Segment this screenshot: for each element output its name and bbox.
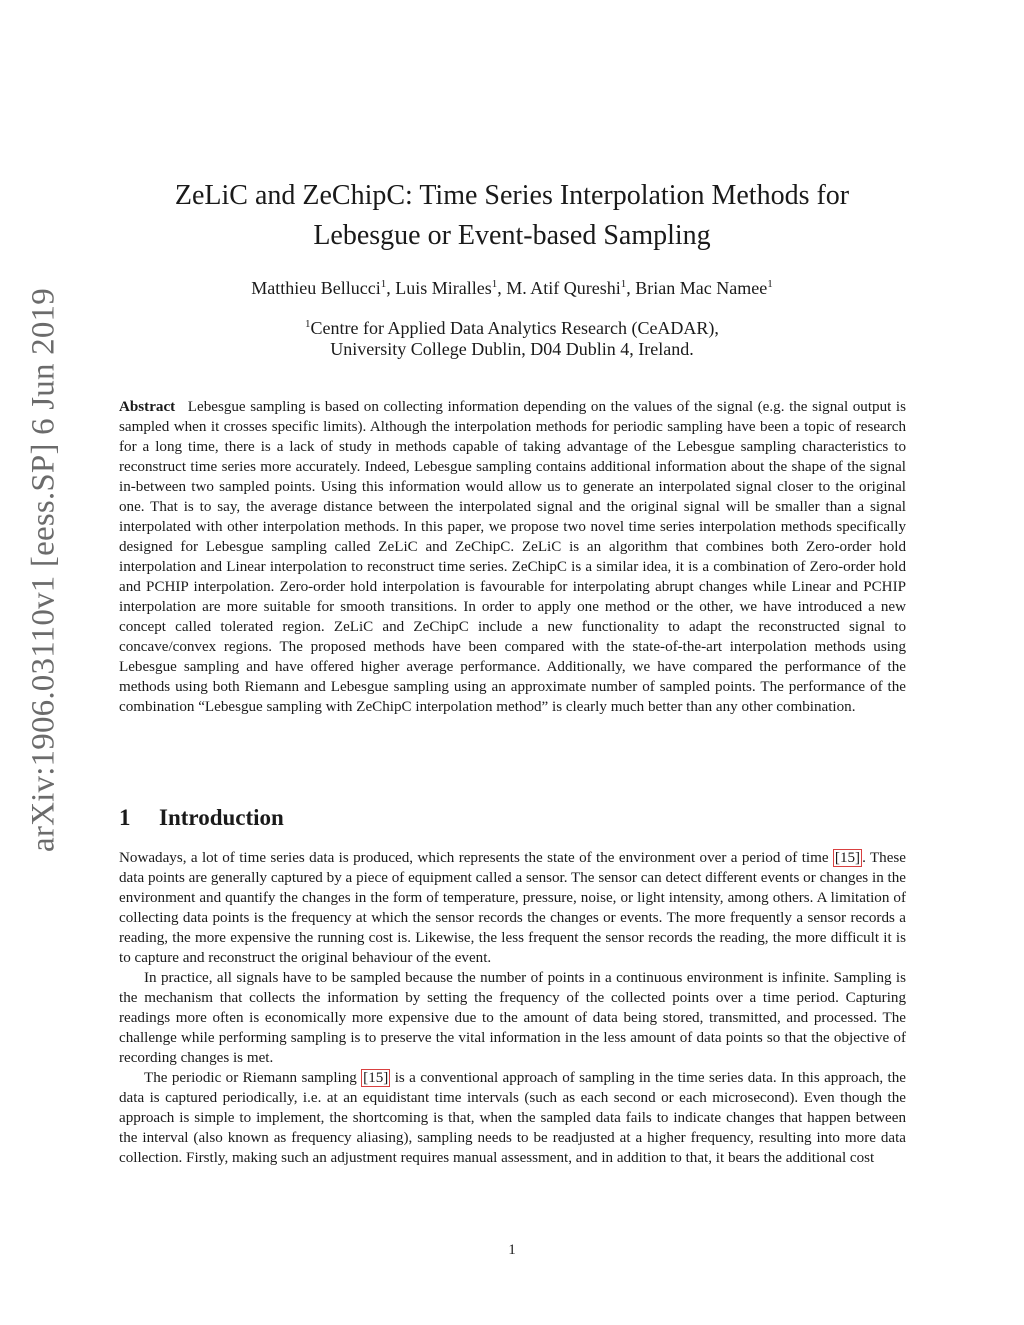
arxiv-stamp <box>16 190 72 950</box>
author-name: M. Atif Qureshi <box>506 278 621 298</box>
author-affil-mark: 1 <box>767 278 773 290</box>
author-name: Matthieu Bellucci <box>251 278 381 298</box>
title-line-2: Lebesgue or Event-based Sampling <box>313 220 711 251</box>
affiliation-line-1-text: Centre for Applied Data Analytics Research (CeADAR), <box>310 318 719 338</box>
paper-title <box>100 176 924 256</box>
citation-link[interactable]: [15] <box>834 850 861 866</box>
abstract <box>119 397 906 717</box>
paragraph-text: In practice, all signals have to be sampled because the number of points in a continuous environment is infinite. Sampling is the mechanism that collects the information by setting the frequency of the collected points over a time period. Capturing readings more often is economically more expensive due to the amount of data being stored, transmitted, and processed. The challenge while performing sampling is to preserve the vital information in the less amount of data points so that the objective of recording changes is met. <box>119 970 906 1066</box>
author-affil-mark: 1 <box>620 278 627 290</box>
paragraph <box>119 1068 906 1168</box>
arxiv-stamp-text: arXiv:1906.03110v1 [eess.SP] 6 Jun 2019 <box>25 288 62 852</box>
abstract-text: Lebesgue sampling is based on collecting information depending on the values of the signal (e.g. the signal output is sampled when it crosses specific limits). Although the interpolation methods for periodic sampling have been a topic of research for a long time, there is a lack of study in methods capable of taking advantage of the Lebesgue sampling characteristics to reconstruct time series more accurately. Indeed, Lebesgue sampling contains additional information about the shape of the signal in-between two sampled points. Using this information would allow us to generate an interpolated signal closer to the original one. That is to say, the average distance between the interpolated signal and the original signal will be smaller than a signal interpolated with other interpolation methods. In this paper, we propose two novel time series interpolation methods specifically designed for Lebesgue sampling called ZeLiC and ZeChipC. ZeLiC is an algorithm that combines both Zero-order hold interpolation and Linear interpolation to reconstruct time series. ZeChipC is a similar idea, it is a combination of Zero-order hold and PCHIP interpolation. Zero-order hold interpolation is favourable for interpolating abrupt changes while Linear and PCHIP interpolation are more suitable for smooth transitions. In order to apply one method or the other, we have introduced a new concept called tolerated region. ZeLiC and ZeChipC include a new functionality to adapt the reconstructed signal to concave/convex regions. The proposed methods have been compared with the state-of-the-art interpolation methods using Lebesgue sampling and have offered higher average performance. Additionally, we have compared the performance of the methods using both Riemann and Lebesgue sampling using an approximate number of sampled points. The performance of the combination “Lebesgue sampling with ZeChipC interpolation method” is clearly much better than any other combination. <box>119 399 906 715</box>
paragraph <box>119 848 906 968</box>
paragraph-text: is a conventional approach of sampling in the time series data. In this approach, the data is captured periodically, i.e. at an equidistant time intervals (such as each second or each microsecond). Even though the approach is simple to implement, the shortcoming is that, when the sampled data fails to indicate changes that happen between the interval (also known as frequency aliasing), sampling needs to be readjusted at a higher frequency, resulting into more data collection. Firstly, making such an adjustment requires manual assessment, and in addition to that, it bears the additional cost <box>119 1070 906 1166</box>
affiliation-line-1 <box>100 314 924 339</box>
affiliation <box>100 314 924 360</box>
paragraph <box>119 968 906 1068</box>
section-number: 1 <box>119 805 131 830</box>
author-affil-mark: 1 <box>491 278 498 290</box>
author-affil-mark: 1 <box>380 278 387 290</box>
author-name: Brian Mac Namee <box>635 278 768 298</box>
affiliation-mark: 1 <box>305 318 311 330</box>
author-list: Matthieu Bellucci$^1$, Luis Miralles$^1$, M. Atif Qureshi$^1$, Brian Mac Namee$^1$ <box>251 278 773 298</box>
section-heading <box>119 805 284 831</box>
author-name: Luis Miralles <box>395 278 492 298</box>
paragraph-text: . These data points are generally captured by a piece of equipment called a sensor. The sensor can detect different events or changes in the environment and quantify the changes in the form of temperature, pressure, noise, or light intensity, among others. A limitation of collecting data points is the frequency at which the sensor records the changes or events. The more frequently a sensor records a reading, the more expensive the running cost is. Likewise, the less frequent the sensor records the reading, the more difficult it is to capture and reconstruct the original behaviour of the event. <box>119 850 906 966</box>
affiliation-line-2: University College Dublin, D04 Dublin 4, Ireland. <box>330 339 694 359</box>
citation-link[interactable]: [15] <box>363 1070 389 1086</box>
section-title: Introduction <box>159 805 284 830</box>
paragraph-text: The periodic or Riemann sampling <box>144 1070 362 1086</box>
title-line-1: ZeLiC and ZeChipC: Time Series Interpolation Methods for <box>174 180 850 211</box>
abstract-label: Abstract <box>119 399 176 415</box>
body-text <box>119 848 906 1168</box>
paragraph-text: Nowadays, a lot of time series data is produced, which represents the state of the environment over a period of time <box>119 850 833 866</box>
page-number: 1 <box>508 1242 516 1258</box>
